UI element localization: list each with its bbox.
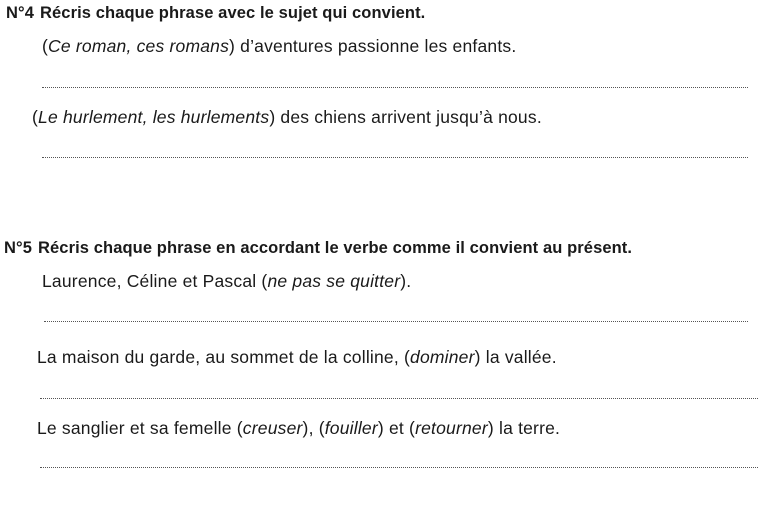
- sentence-text: ) la terre.: [487, 418, 561, 438]
- answer-line-5-2[interactable]: [40, 398, 758, 399]
- sentence-text: ).: [400, 271, 412, 291]
- sentence-rest: des chiens arrivent jusqu’à nous.: [275, 107, 542, 127]
- exercise-5-number: N°5: [4, 239, 32, 257]
- sentence-text: La maison du garde, au sommet de la colline, (: [37, 347, 411, 367]
- exercise-4-heading: [6, 4, 425, 23]
- exercise-5-sentence-1: [42, 271, 411, 292]
- exercise-5-heading: [4, 239, 632, 258]
- exercise-4-sentence-1: [42, 36, 516, 57]
- exercise-5-sentence-2: [37, 347, 557, 368]
- verb-infinitive: retourner: [415, 418, 488, 438]
- subject-choice: Le hurlement, les hurlements: [38, 107, 270, 127]
- answer-line-4-2[interactable]: [42, 157, 748, 158]
- paren-close: ): [269, 107, 276, 127]
- sentence-text: ) et (: [377, 418, 416, 438]
- exercise-5-instruction: Récris chaque phrase en accordant le verbe comme il convient au présent.: [38, 239, 633, 257]
- exercise-5-sentence-3: [37, 418, 560, 439]
- paren-open: (: [32, 107, 39, 127]
- answer-line-5-3[interactable]: [40, 467, 758, 468]
- exercise-4-instruction: Récris chaque phrase avec le sujet qui convient.: [40, 4, 426, 22]
- paren-close: ): [229, 36, 236, 56]
- sentence-text: ) la vallée.: [474, 347, 557, 367]
- verb-infinitive: ne pas se quitter: [267, 271, 401, 291]
- paren-open: (: [42, 36, 49, 56]
- answer-line-4-1[interactable]: [42, 87, 748, 88]
- answer-line-5-1[interactable]: [44, 321, 748, 322]
- sentence-text: Le sanglier et sa femelle (: [37, 418, 243, 438]
- verb-infinitive: fouiller: [324, 418, 378, 438]
- sentence-text: ), (: [302, 418, 325, 438]
- sentence-rest: d’aventures passionne les enfants.: [235, 36, 517, 56]
- verb-infinitive: creuser: [242, 418, 303, 438]
- verb-infinitive: dominer: [410, 347, 475, 367]
- exercise-4-sentence-2: [32, 107, 542, 128]
- sentence-text: Laurence, Céline et Pascal (: [42, 271, 268, 291]
- subject-choice: Ce roman, ces romans: [48, 36, 230, 56]
- exercise-4-number: N°4: [6, 4, 34, 22]
